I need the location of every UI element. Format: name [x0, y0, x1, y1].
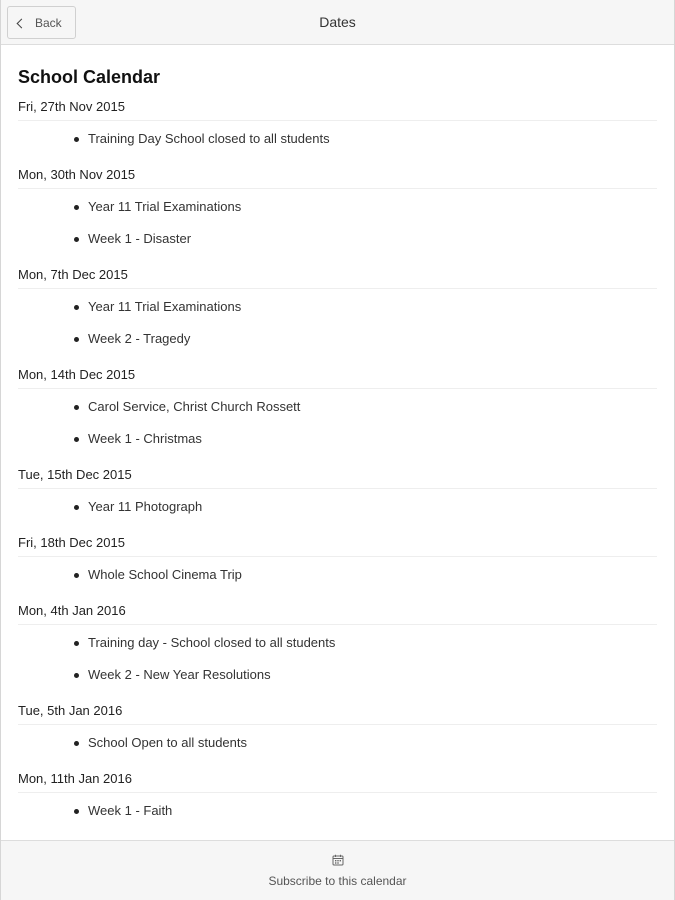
calendar-content[interactable]	[1, 45, 674, 840]
page-header-title: Dates	[319, 14, 356, 30]
event-item[interactable]: Whole School Cinema Trip	[74, 559, 657, 591]
date-group	[18, 527, 657, 591]
date-heading: Mon, 11th Jan 2016	[18, 763, 657, 795]
event-item[interactable]: Week 1 - Faith	[74, 795, 657, 827]
event-item[interactable]: Week 2 - New Year Resolutions	[74, 659, 657, 691]
date-group	[18, 91, 657, 155]
date-heading: Tue, 5th Jan 2016	[18, 695, 657, 727]
event-list	[18, 627, 657, 691]
back-button[interactable]	[7, 6, 76, 39]
event-item[interactable]: Week 1 - Disaster	[74, 223, 657, 255]
calendar-list	[18, 91, 657, 863]
date-heading: Mon, 30th Nov 2015	[18, 159, 657, 191]
event-list	[18, 291, 657, 355]
date-group	[18, 695, 657, 759]
calendar-icon	[332, 854, 344, 866]
event-list	[18, 727, 657, 759]
event-item[interactable]: School Open to all students	[74, 727, 657, 759]
event-item[interactable]: Training Day School closed to all students	[74, 123, 657, 155]
date-heading: Mon, 14th Dec 2015	[18, 359, 657, 391]
date-group	[18, 595, 657, 691]
date-heading: Tue, 15th Dec 2015	[18, 459, 657, 491]
event-list	[18, 559, 657, 591]
date-group	[18, 159, 657, 255]
subscribe-button[interactable]	[1, 840, 674, 900]
event-item[interactable]: Training day - School closed to all students	[74, 627, 657, 659]
date-heading: Mon, 7th Dec 2015	[18, 259, 657, 291]
date-group	[18, 359, 657, 455]
event-item[interactable]: Year 11 Trial Examinations	[74, 191, 657, 223]
event-item[interactable]: Year 11 Photograph	[74, 491, 657, 523]
page-title: School Calendar	[18, 67, 161, 87]
header-bar	[1, 0, 674, 45]
event-list	[18, 191, 657, 255]
event-list	[18, 491, 657, 523]
event-list	[18, 123, 657, 155]
event-item[interactable]: Carol Service, Christ Church Rossett	[74, 391, 657, 423]
event-item[interactable]: Year 11 Trial Examinations	[74, 291, 657, 323]
date-group	[18, 259, 657, 355]
event-item[interactable]: Week 2 - Tragedy	[74, 323, 657, 355]
event-list	[18, 795, 657, 827]
chevron-left-icon	[17, 18, 27, 28]
date-heading: Fri, 18th Dec 2015	[18, 527, 657, 559]
event-item[interactable]: Week 1 - Christmas	[74, 423, 657, 455]
date-heading: Mon, 4th Jan 2016	[18, 595, 657, 627]
back-button-label: Back	[35, 15, 62, 30]
date-group	[18, 459, 657, 523]
subscribe-label: Subscribe to this calendar	[268, 874, 407, 888]
date-group	[18, 763, 657, 827]
date-heading: Fri, 27th Nov 2015	[18, 91, 657, 123]
event-list	[18, 391, 657, 455]
